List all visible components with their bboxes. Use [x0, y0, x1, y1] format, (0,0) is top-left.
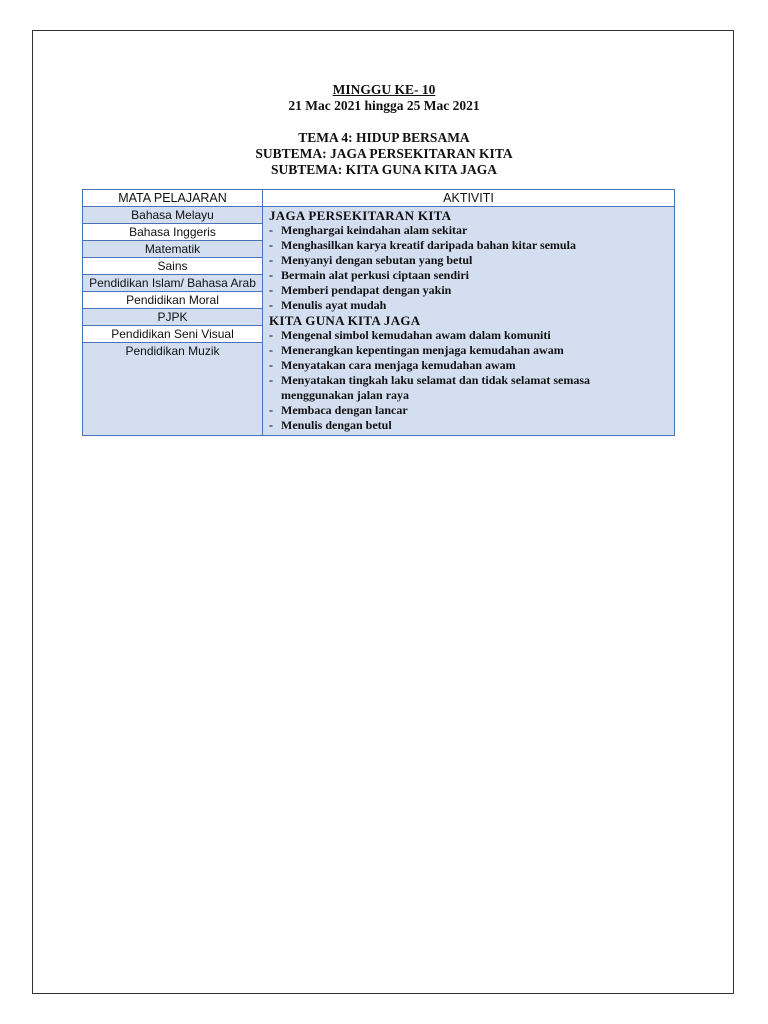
date-range: 21 Mac 2021 hingga 25 Mac 2021 [288, 98, 480, 113]
column-header-subject: MATA PELAJARAN [83, 190, 263, 207]
subject-item: Pendidikan Muzik [125, 344, 220, 358]
week-title: MINGGU KE- 10 [332, 82, 436, 97]
activity-item: - Menulis dengan betul [269, 418, 392, 432]
activity-item: - Menyatakan tingkah laku selamat dan tidak selamat semasa [269, 373, 591, 387]
activity-item: - Menerangkan kepentingan menjaga kemudahan awam [269, 343, 564, 357]
document-header [0, 82, 768, 178]
activity-item: - Membaca dengan lancar [269, 403, 408, 417]
activity-item-continuation: menggunakan jalan raya [281, 388, 410, 402]
subject-item: Pendidikan Moral [83, 292, 262, 309]
subject-item: Pendidikan Seni Visual [83, 326, 262, 343]
column-header-activity: AKTIVITI [263, 190, 675, 207]
theme-title: TEMA 4: HIDUP BERSAMA [298, 130, 470, 145]
subject-item: Bahasa Melayu [83, 207, 262, 224]
activity-item: - Menyatakan cara menjaga kemudahan awam [269, 358, 516, 372]
activity-item: - Menghargai keindahan alam sekitar [269, 223, 468, 237]
activity-item: - Menyanyi dengan sebutan yang betul [269, 253, 473, 267]
subject-list [83, 207, 263, 436]
activity-list [263, 207, 675, 436]
subject-item: Bahasa Inggeris [83, 224, 262, 241]
schedule-table [82, 189, 675, 436]
subtheme-1: SUBTEMA: JAGA PERSEKITARAN KITA [255, 146, 513, 161]
activity-item: - Mengenal simbol kemudahan awam dalam komuniti [269, 328, 551, 342]
subtheme-2: SUBTEMA: KITA GUNA KITA JAGA [270, 162, 498, 177]
subject-item: Matematik [83, 241, 262, 258]
subject-item: Sains [83, 258, 262, 275]
activity-item: - Memberi pendapat dengan yakin [269, 283, 452, 297]
activity-group-heading: KITA GUNA KITA JAGA [269, 313, 421, 328]
subject-item: PJPK [83, 309, 262, 326]
subject-item: Pendidikan Islam/ Bahasa Arab [83, 275, 262, 292]
activity-item: - Menulis ayat mudah [269, 298, 387, 312]
activity-item: - Bermain alat perkusi ciptaan sendiri [269, 268, 470, 282]
activity-group-heading: JAGA PERSEKITARAN KITA [269, 208, 452, 223]
activity-item: - Menghasilkan karya kreatif daripada bahan kitar semula [269, 238, 576, 252]
